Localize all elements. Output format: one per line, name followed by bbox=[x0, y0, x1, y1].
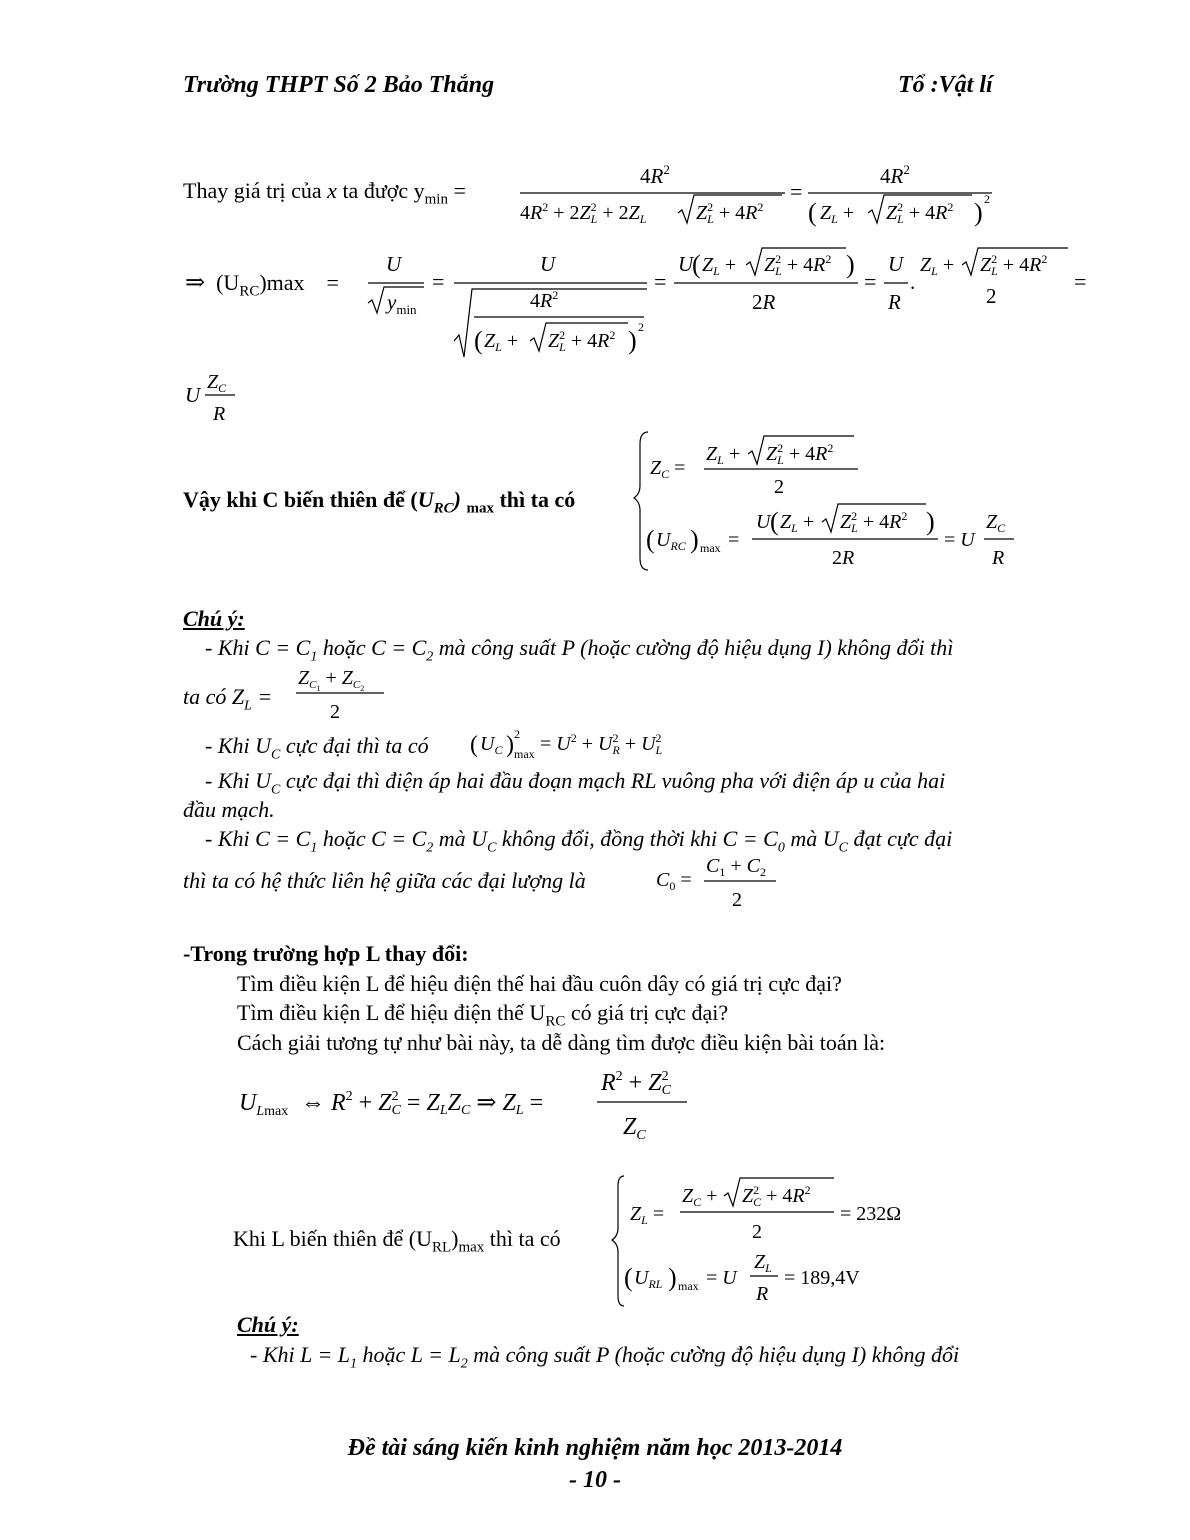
svg-text:(: ( bbox=[474, 326, 483, 355]
zl-value: 232Ω bbox=[856, 1203, 902, 1225]
svg-text:Z2L + 4R2: $Z^2$ $L + 4R^2$ bbox=[840, 509, 908, 535]
note-2: - Khi $U_C$ cực đại thì ta có bbox=[205, 733, 429, 763]
svg-text:4R2: $4R^2$ bbox=[530, 288, 559, 312]
svg-text:R2 + Z2C: $R^2 + Z^2$ C bbox=[601, 1069, 671, 1098]
svg-text:2: 2 bbox=[986, 284, 997, 308]
url-max-text: Khi L biến thiên để $(U_{RL})_{max}$ thì ta có bbox=[233, 1226, 561, 1256]
svg-text:=: = bbox=[790, 179, 803, 204]
c0-formula bbox=[654, 856, 784, 916]
svg-text:U: U bbox=[386, 252, 402, 276]
svg-text:U: U bbox=[540, 252, 556, 276]
svg-text:2: 2 bbox=[330, 701, 340, 723]
svg-text:): ) bbox=[846, 250, 855, 279]
svg-text:Z2C + 4R2: $Z^2$ $C + 4R^2$ bbox=[742, 1183, 811, 1209]
svg-text:=: = bbox=[432, 269, 445, 294]
svg-text:max: max bbox=[678, 1279, 699, 1293]
url-value: 189,4V bbox=[800, 1267, 860, 1289]
svg-text:2R: 2R bbox=[752, 290, 776, 314]
note-l-line-1: - Khi $L = L_1$ hoặc $L = L_2$ mà công suất P (hoặc cường độ hiệu dụng I) không đổi bbox=[250, 1342, 960, 1372]
department-name: Tổ :Vật lí bbox=[898, 72, 993, 98]
svg-text:= 232Ω: = 232Ω bbox=[840, 1203, 902, 1225]
zl-average-formula bbox=[292, 664, 392, 726]
svg-text:ZC: $Z_C$ bbox=[623, 1114, 646, 1143]
svg-text:): ) bbox=[974, 198, 983, 227]
svg-text:ZL +: $Z_L$ + bbox=[484, 330, 519, 354]
svg-text:= U: = U bbox=[706, 1267, 737, 1289]
svg-text:ymin: $y_{min}$ bbox=[387, 290, 417, 317]
page-number: - 10 - bbox=[569, 1467, 621, 1493]
svg-text:⇔ R2 + Z2C = ZLZC ⇒ ZL =: ⇔ $R^2 + Z^2$ C = ZLZC ⇒ ZL = bbox=[301, 1089, 544, 1118]
svg-text:2R: 2R bbox=[832, 547, 855, 569]
svg-text:): ) bbox=[668, 1263, 677, 1292]
svg-text:ZL: $Z_L$ bbox=[754, 1251, 772, 1275]
note-title: Chú ý: bbox=[183, 606, 245, 631]
uc-max-formula bbox=[468, 728, 708, 764]
svg-text:ZC1 + ZC2: $Z_C1 + Z_C2$ bbox=[298, 667, 365, 693]
svg-text:ZL +: $Z_L$ + bbox=[920, 254, 955, 278]
svg-text:= U2 + U2R + U2L: = $U^2 + U^2$ $R + U^2$ L bbox=[540, 731, 663, 757]
note-4-line-1: - Khi $C = C_1$ hoặc $C = C_2$ mà $U_C$ không đổi, đồng thời khi $C = C_0$ mà $U_C$ đạt cực đại bbox=[205, 826, 953, 856]
svg-text:4R2: $4R^2$ bbox=[880, 162, 910, 188]
svg-text:=: = bbox=[728, 529, 740, 551]
svg-text:Z2L + 4R2: $Z^2$ $L + 4R^2$ bbox=[980, 252, 1048, 278]
urc-max-label: ⇒ $(U_{RC})\max$ = bbox=[185, 270, 339, 300]
substitute-text: Thay giá trị của x ta được $y_{min}$ = bbox=[183, 178, 466, 208]
svg-text:R: R bbox=[213, 403, 226, 425]
svg-text:U: U bbox=[888, 252, 904, 276]
svg-text:): ) bbox=[926, 507, 935, 536]
svg-text:.: . bbox=[910, 270, 916, 294]
conclusion-text: Vậy khi C biến thiên để $(U_{RC})$ $_{max}$ thì ta có bbox=[183, 487, 576, 517]
svg-text:max: max bbox=[514, 747, 535, 761]
svg-text:URL: $U_{RL}$ bbox=[634, 1267, 663, 1291]
l-question-2: Tìm điều kiện L để hiệu điện thế $U_{RC}$ có giá trị cực đại? bbox=[237, 1000, 729, 1030]
svg-text:ZL +: $Z_L$ + bbox=[780, 511, 815, 535]
svg-text:R: R bbox=[992, 547, 1005, 569]
svg-text:ZL +: $Z_L$ + bbox=[820, 202, 855, 226]
note-1-line-1: - Khi $C = C_1$ hoặc $C = C_2$ mà công suất P (hoặc cường độ hiệu dụng I) không đổi thì bbox=[205, 635, 954, 665]
note-2-title: Chú ý: bbox=[237, 1312, 299, 1337]
svg-text:Z2L + 4R2: $Z^2$ $L + 4R^2$ bbox=[764, 252, 832, 278]
note-1-line-2: ta có $Z_L$ = bbox=[183, 684, 273, 714]
footer-title: Đề tài sáng kiến kinh nghiệm năm học 2013-2014 bbox=[347, 1435, 843, 1461]
svg-text:R: R bbox=[888, 290, 901, 314]
svg-text:= U: = U bbox=[944, 529, 975, 551]
u-zc-over-r bbox=[183, 368, 253, 428]
svg-text:): ) bbox=[506, 732, 514, 758]
urc-max-formula bbox=[362, 245, 1092, 370]
svg-text:Z2L + 4R2: $Z^2$ $L + 4R^2$ bbox=[766, 441, 834, 467]
note-3-line-2: đầu mạch. bbox=[183, 797, 275, 822]
section-l-title: -Trong trường hợp L thay đổi: bbox=[183, 941, 469, 966]
svg-text:R: R bbox=[756, 1283, 769, 1305]
ul-max-formula bbox=[237, 1066, 707, 1146]
svg-text:(: ( bbox=[808, 198, 817, 227]
svg-text:U: U bbox=[185, 383, 201, 407]
svg-text:(: ( bbox=[646, 525, 655, 554]
svg-text:ZC: $Z_C$ bbox=[207, 371, 227, 395]
ymin-formula bbox=[510, 155, 1010, 235]
svg-text:(: ( bbox=[470, 732, 478, 758]
note-3-line-1: - Khi $U_C$ cực đại thì điện áp hai đầu đoạn mạch RL vuông pha với điện áp u của hai bbox=[205, 768, 946, 798]
l-question-1: Tìm điều kiện L để hiệu điện thế hai đầu cuôn dây có giá trị cực đại? bbox=[237, 971, 842, 996]
svg-text:): ) bbox=[690, 525, 699, 554]
svg-text:U: U bbox=[756, 511, 771, 533]
svg-text:ZL =: $Z_L$ = bbox=[630, 1203, 665, 1227]
svg-text:ZL +: $Z_L$ + bbox=[706, 443, 741, 467]
svg-text:UC: $U_C$ bbox=[480, 733, 503, 757]
svg-text:Z2L + 4R2: $Z^2$ $L + 4R^2$ bbox=[548, 328, 616, 354]
svg-text:= 189,4V: = 189,4V bbox=[784, 1267, 860, 1289]
school-name: Trường THPT Số 2 Bảo Thắng bbox=[183, 72, 495, 98]
svg-text:=: = bbox=[654, 269, 667, 294]
note-4-line-2: thì ta có hệ thức liên hệ giữa các đại lượng là bbox=[183, 868, 586, 893]
svg-text:U: U bbox=[678, 252, 694, 276]
svg-text:(: ( bbox=[624, 1263, 633, 1292]
svg-text:ZC +: $Z_C$ + bbox=[682, 1185, 718, 1209]
svg-text:ULmax: $U_L\max$ bbox=[239, 1090, 289, 1119]
svg-text:): ) bbox=[628, 326, 637, 355]
svg-text:ZL +: $Z_L$ + bbox=[702, 254, 737, 278]
svg-text:2: 2 bbox=[514, 727, 520, 741]
svg-text:URC: $U_{RC}$ bbox=[656, 529, 686, 553]
svg-text:C0 =: $C_0$ = bbox=[656, 869, 692, 893]
svg-text:Z2L + 4R2: $Z^2$ $L + 4R^2$ bbox=[886, 200, 954, 226]
svg-text:2: 2 bbox=[732, 889, 742, 911]
svg-text:4R2 + 2Z2L + 2ZL: $4R^2 + 2Z^2$ $L + 2Z_L$ bbox=[520, 200, 647, 226]
svg-text:(: ( bbox=[692, 250, 701, 279]
svg-text:2: 2 bbox=[984, 192, 990, 206]
svg-text:C1 + C2: $C_1 + C_2$ bbox=[706, 855, 766, 879]
svg-text:(: ( bbox=[770, 507, 779, 536]
svg-text:Z2L + 4R2: $Z^2$ $L + 4R^2$ bbox=[696, 200, 764, 226]
conclusion-system bbox=[636, 430, 1036, 575]
svg-text:2: 2 bbox=[774, 476, 784, 498]
svg-text:max: max bbox=[700, 541, 721, 555]
svg-text:4R2: $4R^2$ bbox=[640, 162, 670, 188]
svg-text:=: = bbox=[1074, 269, 1087, 294]
svg-text:ZC =: $Z_C$ = bbox=[650, 457, 686, 481]
svg-text:ZC: $Z_C$ bbox=[986, 511, 1006, 535]
l-solution-intro: Cách giải tương tự như bài này, ta dễ dàng tìm được điều kiện bài toán là: bbox=[237, 1030, 886, 1055]
svg-text:2: 2 bbox=[752, 1221, 762, 1243]
svg-text:2: 2 bbox=[638, 320, 644, 334]
svg-text:=: = bbox=[864, 269, 877, 294]
url-system bbox=[612, 1172, 942, 1310]
